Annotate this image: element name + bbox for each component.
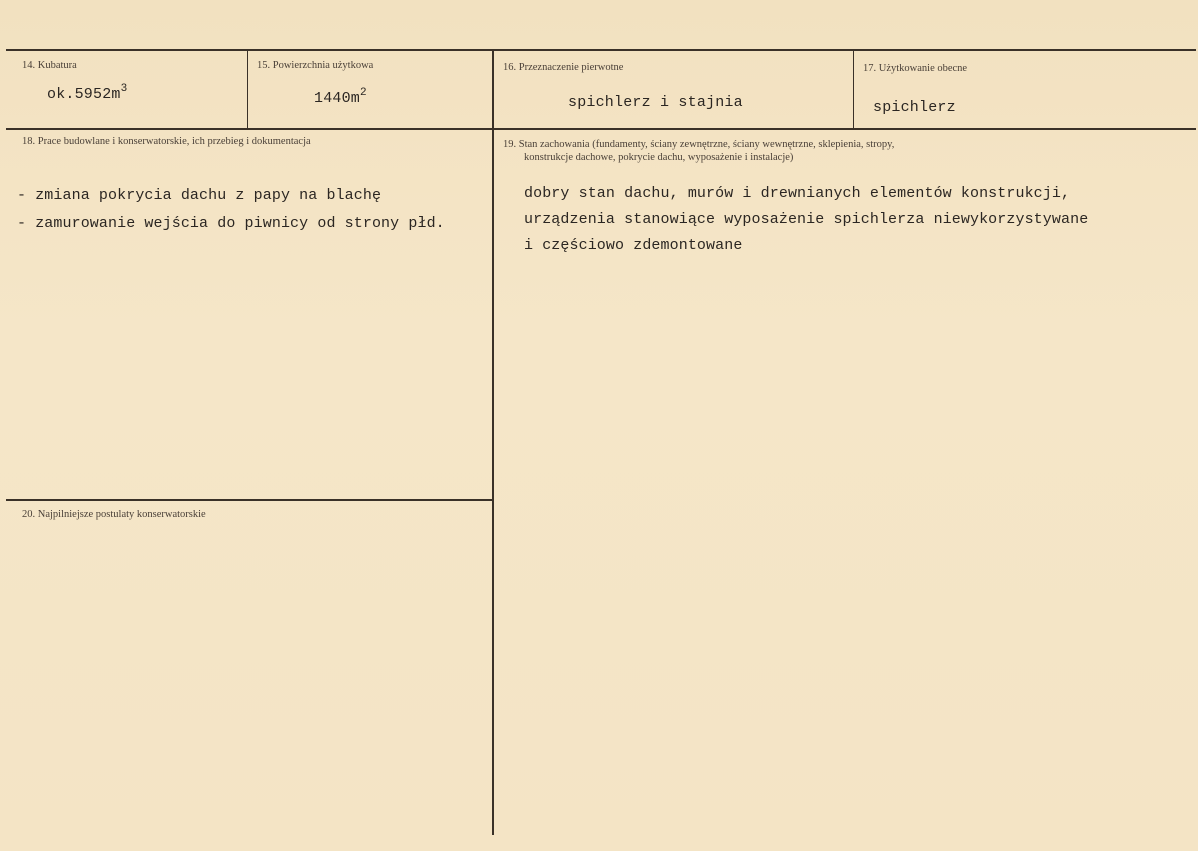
field-18-line-2: - zamurowanie wejścia do piwnicy od strony płd. — [17, 215, 445, 232]
field-15-label: 15. Powierzchnia użytkowa — [257, 60, 374, 71]
field-14-label: 14. Kubatura — [22, 60, 77, 71]
field-20-label: 20. Najpilniejsze postulaty konserwatorskie — [22, 509, 206, 520]
field-18-line-1: - zmiana pokrycia dachu z papy na blachę — [17, 187, 382, 204]
field-15-value — [314, 87, 367, 107]
field-16-label: 16. Przeznaczenie pierwotne — [503, 62, 624, 73]
field-19-line-3: i częściowo zdemontowane — [524, 237, 743, 254]
field-18-label: 18. Prace budowlane i konserwatorskie, ich przebieg i dokumentacja — [22, 136, 311, 147]
section-20-top-rule — [6, 499, 492, 501]
field-17-value: spichlerz — [873, 99, 956, 116]
field-14-unit-exponent: 3 — [120, 83, 128, 95]
field-19-line-1: dobry stan dachu, murów i drewnianych elementów konstrukcji, — [524, 185, 1071, 202]
field-17-label: 17. Użytkowanie obecne — [863, 63, 968, 74]
field-15-value-text: 1440m — [314, 90, 361, 107]
field-15-unit-exponent: 2 — [360, 87, 367, 99]
field-19-line-2: urządzenia stanowiące wyposażenie spichlerza niewykorzystywane — [524, 211, 1089, 228]
field-14-value — [47, 83, 128, 103]
main-vertical-divider — [492, 50, 494, 835]
divider-14-15 — [247, 50, 248, 129]
divider-16-17 — [853, 50, 854, 129]
field-19-text — [524, 181, 1088, 259]
field-19-label-line-2: konstrukcje dachowe, pokrycie dachu, wyposażenie i instalacje) — [524, 152, 794, 163]
field-19-label-line-1: 19. Stan zachowania (fundamenty, ściany zewnętrzne, ściany wewnętrzne, sklepienia, stropy, — [503, 139, 895, 150]
field-18-text — [17, 183, 445, 237]
top-rule — [6, 49, 1196, 51]
field-16-value: spichlerz i stajnia — [568, 94, 743, 111]
header-row-bottom-rule — [6, 128, 1196, 130]
field-14-value-text: ok.5952m — [47, 86, 121, 103]
